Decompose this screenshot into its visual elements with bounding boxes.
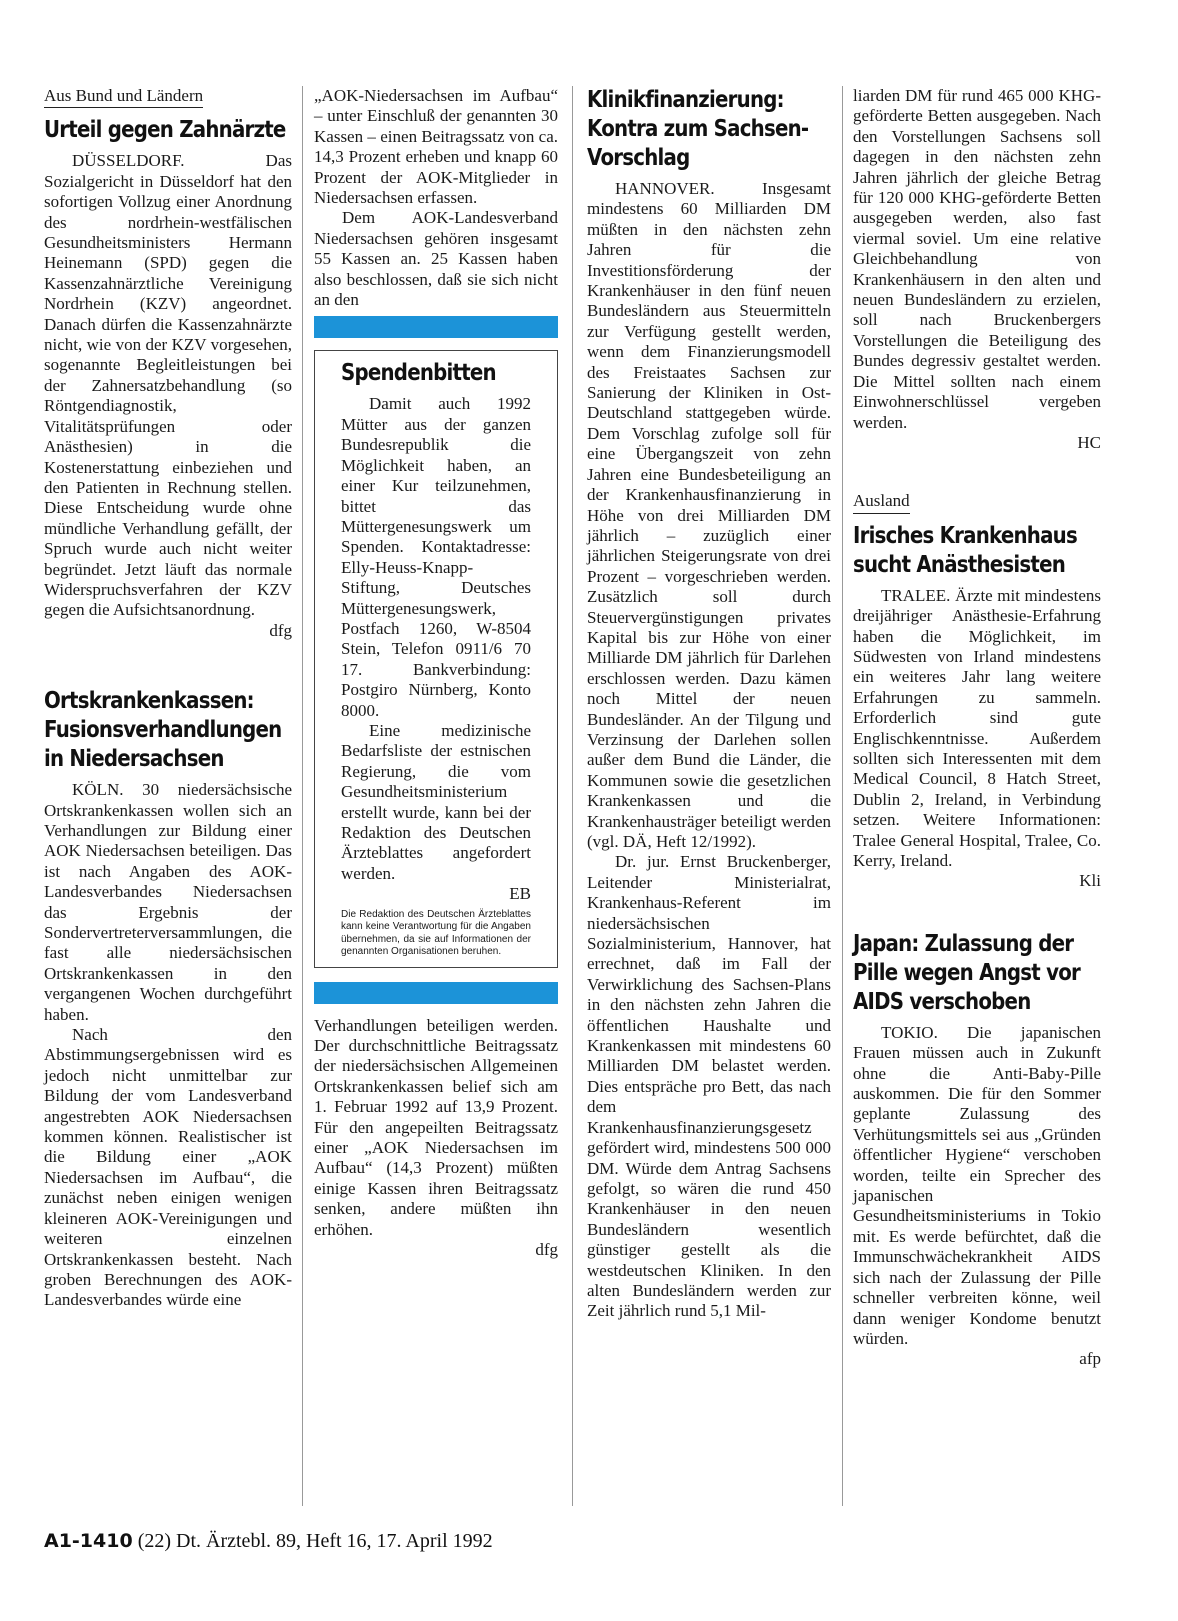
article-body-japan: TOKIO. Die japanischen Frauen müssen auch in Zukunft ohne die Anti-Baby-Pille auskommen. Die für den Sommer geplante Zulassung des Verhütungsmittels sei aus „Gründen öffentlicher Hygiene“ verschoben worden, teilte ein Sprecher des japanischen Gesundheitsministeriums in Tokio mit. Es werde befürchtet, daß die Immunschwächekrankheit AIDS sich nach der Zulassung der Pille schneller verbreiten könne, weil dann weniger Kondome benutzt würden. (853, 1022, 1101, 1348)
author-signature: dfg (269, 620, 292, 640)
box-disclaimer: Die Redaktion des Deutschen Ärzteblattes kann keine Verantwortung für die Angaben übernehmen, da sie auf Informationen der genannten Organisationen beruhen. (341, 908, 531, 958)
accent-bar (314, 982, 558, 1004)
box-paragraph: Eine medizinische Bedarfsliste der estnischen Regierung, die vom Gesundheitsministerium erstellt wurde, kann bei der Redaktion des Deutschen Ärzteblattes angefordert werden. (341, 720, 531, 883)
column-1 (44, 86, 292, 1311)
accent-bar (314, 316, 558, 338)
article-body-zahnaerzte: DÜSSELDORF. Das Sozialgericht in Düsseldorf hat den sofortigen Vollzug einer Anordnung des nordrhein-westfälischen Gesundheitsministers Hermann Heinemann (SPD) gegen die Kassenzahnärztliche Vereinigung Nordrhein (KZV) angeordnet. Danach dürfen die Kassenzahnärzte nicht, wie von der KZV vorgesehen, sogenannte Begleitleistungen bei der Zahnersatzbehandlung (so Röntgendiagnostik, Vitalitätsprüfungen oder Anästhesien) in die Kostenerstattung einbeziehen und den Patienten in Rechnung stellen. Diese Entscheidung wurde ohne mündliche Verhandlung gefällt, der Spruch wurde auch nicht weiter begründet. Jetzt läuft das normale Widerspruchsverfahren der KZV gegen die Aufsichtsanordnung. (44, 151, 292, 620)
article-paragraph: HANNOVER. Insgesamt mindestens 60 Milliarden DM müßten in den nächsten zehn Jahren für die Investitionsförderung der Krankenhäuser in den fünf neuen Bundesländern aus Steuermitteln zur Verfügung gestellt werden, wenn dem Finanzierungsmodell des Freistaates Sachsen zur Sanierung der Kliniken in Ost-Deutschland stattgegeben würde. Dem Vorschlag zufolge soll für eine Übergangszeit von zehn Jahren eine Bundesbeteiligung an der Krankenhausfinanzierung in Höhe von drei Milliarden DM jährlich – zuzüglich einer jährlichen Steigerungsrate von drei Prozent – vorgeschrieben werden. Zusätzlich soll durch Steuervergünstigungen privates Kapital bis zur Höhe von einer Milliarde DM jährlich für Darlehen erschlossen werden. Dazu kämen noch Mittel der neuen Bundesländer. An der Tilgung und Verzinsung der Darlehen sollen außer dem Bund die Länder, die Kommunen sowie die gesetzlichen Krankenkassen und die Krankenhausträger beteiligt werden (vgl. DÄ, Heft 12/1992). (587, 179, 831, 851)
column-3 (587, 86, 831, 1322)
article-title-irland: Irisches Krankenhaus sucht Anästhesisten (853, 522, 1077, 578)
author-signature: HC (1077, 432, 1101, 452)
article-title-japan: Japan: Zulassung der Pille wegen Angst vor AIDS verschoben (853, 930, 1081, 1015)
box-paragraph: Damit auch 1992 Mütter aus der ganzen Bundesrepublik die Möglichkeit haben, an einer Kur teilzunehmen, bittet das Müttergenesungswerk um Spenden. Kontaktadresse: Elly-Heuss-Knapp-Stiftung, Deutsches Müttergenesungswerk, Postfach 1260, W-8504 Stein, Telefon 0911/6 70 17. Bankverbindung: Postgiro Nürnberg, Konto 8000. (341, 394, 531, 720)
article-paragraph: Nach den Abstimmungsergebnissen wird es jedoch nicht unmittelbar zur Bildung der vom Landesverband angestrebten AOK Niedersachsen kommen können. Realistischer ist die Bildung einer „AOK Niedersachsen im Aufbau“, die zunächst neben einigen wenigen kleineren AOK-Vereinigungen und weiteren einzelnen Ortskrankenkassen besteht. Nach groben Berechnungen des AOK-Landesverbandes würde eine (44, 1025, 292, 1310)
box-title: Spendenbitten (341, 360, 496, 387)
article-title-klinikfinanzierung: Klinikfinanzierung: Kontra zum Sachsen-Vorschlag (587, 87, 809, 171)
page-footer (44, 1530, 493, 1553)
article-body-irland: TRALEE. Ärzte mit mindestens dreijähriger Anästhesie-Erfahrung haben die Möglichkeit, im Südwesten von Irland mindestens ein weiteres Jahr lang weitere Erfahrungen zu sammeln. Erforderlich sind gute Englischkenntnisse. Außerdem sollten sich Interessenten mit dem Medical Council, 8 Hatch Street, Dublin 2, Ireland, in Verbindung setzen. Weitere Informationen: Tralee General Hospital, Tralee, Co. Kerry, Ireland. (853, 585, 1101, 870)
article-title-zahnaerzte: Urteil gegen Zahnärzte (44, 117, 286, 144)
article-paragraph: Dr. jur. Ernst Bruckenberger, Leitender Ministerialrat, Krankenhaus-Referent im niedersächsischen Sozialministerium, Hannover, hat errechnet, daß im Fall der Verwirklichung des Sachsen-Plans in den nächsten zehn Jahren die öffentlichen Haushalte und Krankenkassen mit mindestens 60 Milliarden DM belastet werden. Dies entspräche pro Bett, das nach dem Krankenhausfinanzierungsgesetz gefördert wird, mindestens 500 000 DM. Würde dem Antrag Sachsens gefolgt, so wären die rund 450 Krankenhäuser in den neuen Bundesländern wesentlich günstiger gestellt als die westdeutschen Kliniken. In den alten Bundesländern werden zur Zeit jährlich rund 5,1 Mil- (587, 852, 831, 1321)
article-paragraph: liarden DM für rund 465 000 KHG-geförderte Betten ausgegeben. Nach den Vorstellungen Sachsens soll dagegen in den nächsten zehn Jahren jährlich der gleiche Betrag für 120 000 KHG-geförderte Betten ausgegeben werden, also fast viermal soviel. Um eine relative Gleichbehandlung von Krankenhäusern in den alten und neuen Bundesländern zu erzielen, soll nach Bruckenbergers Vorstellungen die Beteiligung des Bundes degressiv gestaltet werden. Die Mittel sollten nach einem Einwohnerschlüssel vergeben werden. (853, 86, 1101, 432)
spacer (853, 892, 1101, 930)
column-2 (314, 86, 558, 1261)
author-signature: afp (1079, 1349, 1101, 1369)
info-box-spendenbitten (314, 350, 558, 967)
section-rubric: Aus Bund und Ländern (44, 86, 203, 108)
article-paragraph: Dem AOK-Landesverband Niedersachsen gehören insgesamt 55 Kassen an. 25 Kassen haben also beschlossen, daß sie sich nicht an den (314, 208, 558, 310)
column-4 (853, 86, 1101, 1370)
article-title-ortskrankenkassen: Ortskrankenkassen: Fusionsverhandlungen in Niedersachsen (44, 688, 282, 773)
author-signature: Kli (1079, 871, 1101, 891)
author-signature: dfg (535, 1240, 558, 1260)
author-signature: EB (509, 884, 531, 904)
column-divider (572, 86, 573, 1506)
section-rubric: Ausland (853, 491, 910, 513)
page-number: A1-1410 (44, 1530, 133, 1552)
article-paragraph: Verhandlungen beteiligen werden. Der durchschnittliche Beitragssatz der niedersächsischen Allgemeinen Ortskrankenkassen belief sich am 1. Februar 1992 auf 13,9 Prozent. Für den angepeilten Beitragssatz einer „AOK Niedersachsen im Aufbau“ (14,3 Prozent) müßten einige Kassen ihren Beitragssatz senken, andere müßten ihn erhöhen. (314, 1015, 558, 1239)
article-paragraph: „AOK-Niedersachsen im Aufbau“ – unter Einschluß der genannten 30 Kassen – einen Beitragssatz von ca. 14,3 Prozent erheben und knapp 60 Prozent der AOK-Mitglieder in Niedersachsen erfassen. (314, 86, 558, 208)
spacer (853, 453, 1101, 491)
footer-citation: (22) Dt. Ärztebl. 89, Heft 16, 17. April 1992 (137, 1530, 493, 1552)
spacer (44, 641, 292, 687)
column-divider (302, 86, 303, 1506)
article-paragraph: KÖLN. 30 niedersächsische Ortskrankenkassen wollen sich an Verhandlungen zur Bildung einer AOK Niedersachsen beteiligen. Das ist nach Angaben des AOK-Landesverbandes Niedersachsen das Ergebnis der Sondervertreterversammlungen, die fast alle niedersächsischen Ortskrankenkassen in den vergangenen Wochen durchgeführt haben. (44, 780, 292, 1024)
column-divider (842, 86, 843, 1506)
